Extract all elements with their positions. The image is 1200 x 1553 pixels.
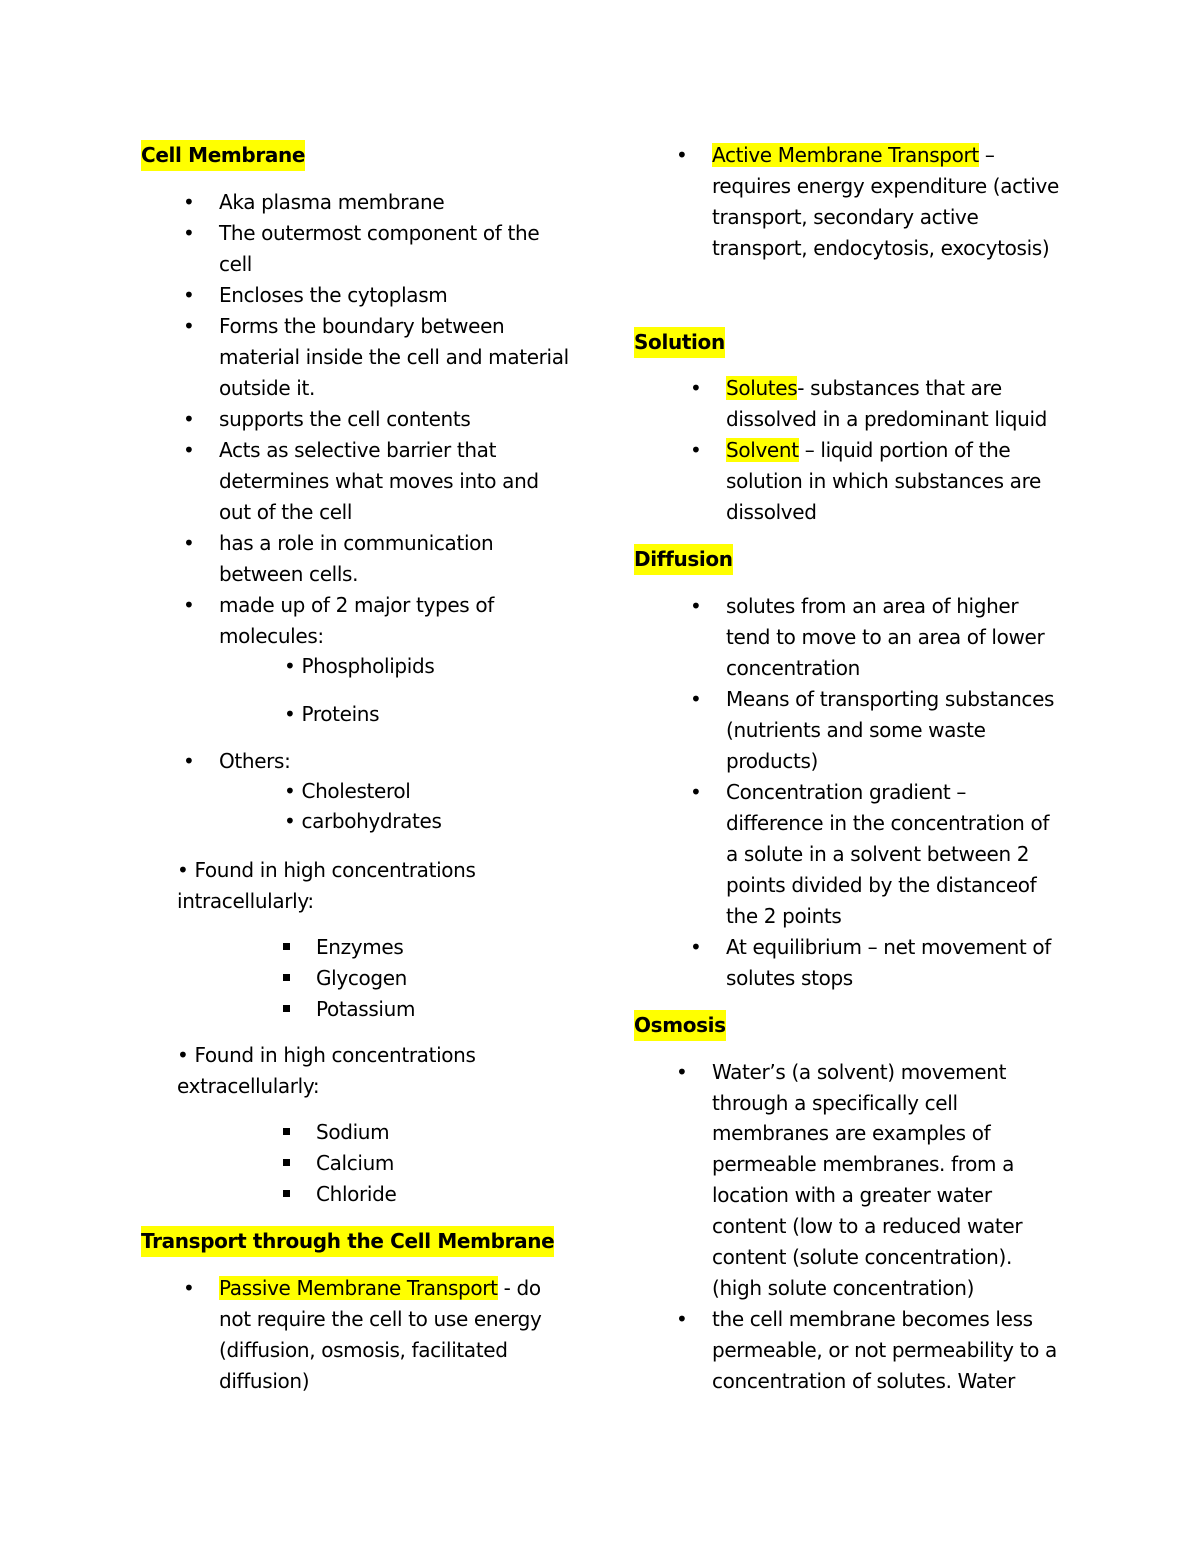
list-item-continuation: (nutrients and some waste (726, 718, 986, 742)
bullet-icon: • (676, 143, 688, 167)
intracellular-label: • Found in high concentrations (177, 858, 476, 882)
list-item-active (712, 140, 995, 171)
square-bullet-icon (283, 1190, 290, 1197)
list-item-continuation: diffusion) (219, 1369, 310, 1393)
list-item-continuation: molecules: (219, 624, 324, 648)
square-bullet-icon (283, 1159, 290, 1166)
term-passive: Passive Membrane Transport (219, 1276, 498, 1300)
extracellular-item: Calcium (316, 1151, 395, 1175)
list-item-continuation: not require the cell to use energy (219, 1307, 542, 1331)
list-item-continuation: products) (726, 749, 818, 773)
bullet-icon: • (676, 1060, 688, 1084)
extracellular-label: extracellularly: (177, 1074, 320, 1098)
bullet-icon: • (183, 314, 195, 338)
list-item-continuation: transport, secondary active (712, 205, 979, 229)
list-item-continuation: determines what moves into and (219, 469, 539, 493)
list-item-continuation: a solute in a solvent between 2 (726, 842, 1030, 866)
list-item-continuation: tend to move to an area of lower (726, 625, 1045, 649)
bullet-icon: • (183, 407, 195, 431)
intracellular-item: Glycogen (316, 966, 407, 990)
heading-cell-membrane: Cell Membrane (141, 140, 305, 171)
passive-desc: - do (497, 1276, 541, 1300)
bullet-icon: • (183, 190, 195, 214)
list-item-continuation: material inside the cell and material (219, 345, 569, 369)
list-item: has a role in communication (219, 531, 494, 555)
bullet-icon: • (690, 376, 702, 400)
list-item: The outermost component of the (219, 221, 540, 245)
bullet-icon: • (183, 531, 195, 555)
bullet-icon: • (676, 1307, 688, 1331)
list-item: Acts as selective barrier that (219, 438, 497, 462)
bullet-icon: • (183, 438, 195, 462)
list-item-continuation: content (low to a reduced water (712, 1214, 1023, 1238)
list-item-continuation: solution in which substances are (726, 469, 1041, 493)
bullet-icon: • (690, 594, 702, 618)
list-item-continuation: location with a greater water (712, 1183, 992, 1207)
heading-osmosis: Osmosis (634, 1010, 726, 1041)
list-item: At equilibrium – net movement of (726, 935, 1052, 959)
intracellular-item: Enzymes (316, 935, 404, 959)
term-solutes: Solutes (726, 376, 798, 400)
list-item: Encloses the cytoplasm (219, 283, 448, 307)
list-item-continuation: concentration (726, 656, 860, 680)
list-item-continuation: permeable membranes. from a (712, 1152, 1015, 1176)
list-item: Others: (219, 749, 291, 773)
bullet-icon: • (690, 438, 702, 462)
list-item-solutes (726, 373, 1002, 404)
bullet-icon: • (690, 687, 702, 711)
list-item-continuation: difference in the concentration of (726, 811, 1050, 835)
list-item: Water’s (a solvent) movement (712, 1060, 1007, 1084)
heading-solution: Solution (634, 327, 725, 358)
list-item: Means of transporting substances (726, 687, 1055, 711)
bullet-icon: • (690, 780, 702, 804)
list-item-continuation: (diffusion, osmosis, facilitated (219, 1338, 508, 1362)
solutes-desc: - substances that are (797, 376, 1002, 400)
heading-transport: Transport through the Cell Membrane (141, 1226, 554, 1257)
sub-item-molecule: • Proteins (284, 702, 380, 726)
extracellular-item: Sodium (316, 1120, 390, 1144)
list-item: supports the cell contents (219, 407, 471, 431)
extracellular-label: • Found in high concentrations (177, 1043, 476, 1067)
term-active: Active Membrane Transport (712, 143, 979, 167)
list-item-continuation: transport, endocytosis, exocytosis) (712, 236, 1050, 260)
list-item: Concentration gradient – (726, 780, 967, 804)
square-bullet-icon (283, 1128, 290, 1135)
list-item-continuation: dissolved in a predominant liquid (726, 407, 1048, 431)
square-bullet-icon (283, 974, 290, 981)
list-item: the cell membrane becomes less (712, 1307, 1033, 1331)
list-item-continuation: cell (219, 252, 253, 276)
list-item: Aka plasma membrane (219, 190, 445, 214)
sub-item-molecule: • Phospholipids (284, 654, 435, 678)
list-item-solvent (726, 435, 1010, 466)
square-bullet-icon (283, 1005, 290, 1012)
square-bullet-icon (283, 943, 290, 950)
list-item-continuation: outside it. (219, 376, 315, 400)
list-item-continuation: (high solute concentration) (712, 1276, 975, 1300)
list-item: solutes from an area of higher (726, 594, 1019, 618)
list-item-continuation: membranes are examples of (712, 1121, 991, 1145)
bullet-icon: • (690, 935, 702, 959)
list-item-continuation: dissolved (726, 500, 817, 524)
list-item-continuation: between cells. (219, 562, 359, 586)
heading-diffusion: Diffusion (634, 544, 733, 575)
solvent-desc: – liquid portion of the (798, 438, 1011, 462)
bullet-icon: • (183, 1276, 195, 1300)
sub-item-other: • carbohydrates (284, 809, 442, 833)
intracellular-label: intracellularly: (177, 889, 314, 913)
sub-item-other: • Cholesterol (284, 779, 411, 803)
bullet-icon: • (183, 593, 195, 617)
bullet-icon: • (183, 283, 195, 307)
list-item-passive (219, 1273, 541, 1304)
list-item-continuation: solutes stops (726, 966, 853, 990)
active-desc: – (978, 143, 995, 167)
list-item-continuation: points divided by the distanceof (726, 873, 1037, 897)
intracellular-item: Potassium (316, 997, 416, 1021)
list-item: Forms the boundary between (219, 314, 505, 338)
list-item-continuation: through a specifically cell (712, 1091, 958, 1115)
bullet-icon: • (183, 749, 195, 773)
list-item-continuation: requires energy expenditure (active (712, 174, 1059, 198)
list-item-continuation: out of the cell (219, 500, 353, 524)
list-item-continuation: concentration of solutes. Water (712, 1369, 1015, 1393)
list-item-continuation: the 2 points (726, 904, 842, 928)
list-item: made up of 2 major types of (219, 593, 494, 617)
list-item-continuation: content (solute concentration). (712, 1245, 1012, 1269)
bullet-icon: • (183, 221, 195, 245)
list-item-continuation: permeable, or not permeability to a (712, 1338, 1057, 1362)
extracellular-item: Chloride (316, 1182, 397, 1206)
term-solvent: Solvent (726, 438, 799, 462)
